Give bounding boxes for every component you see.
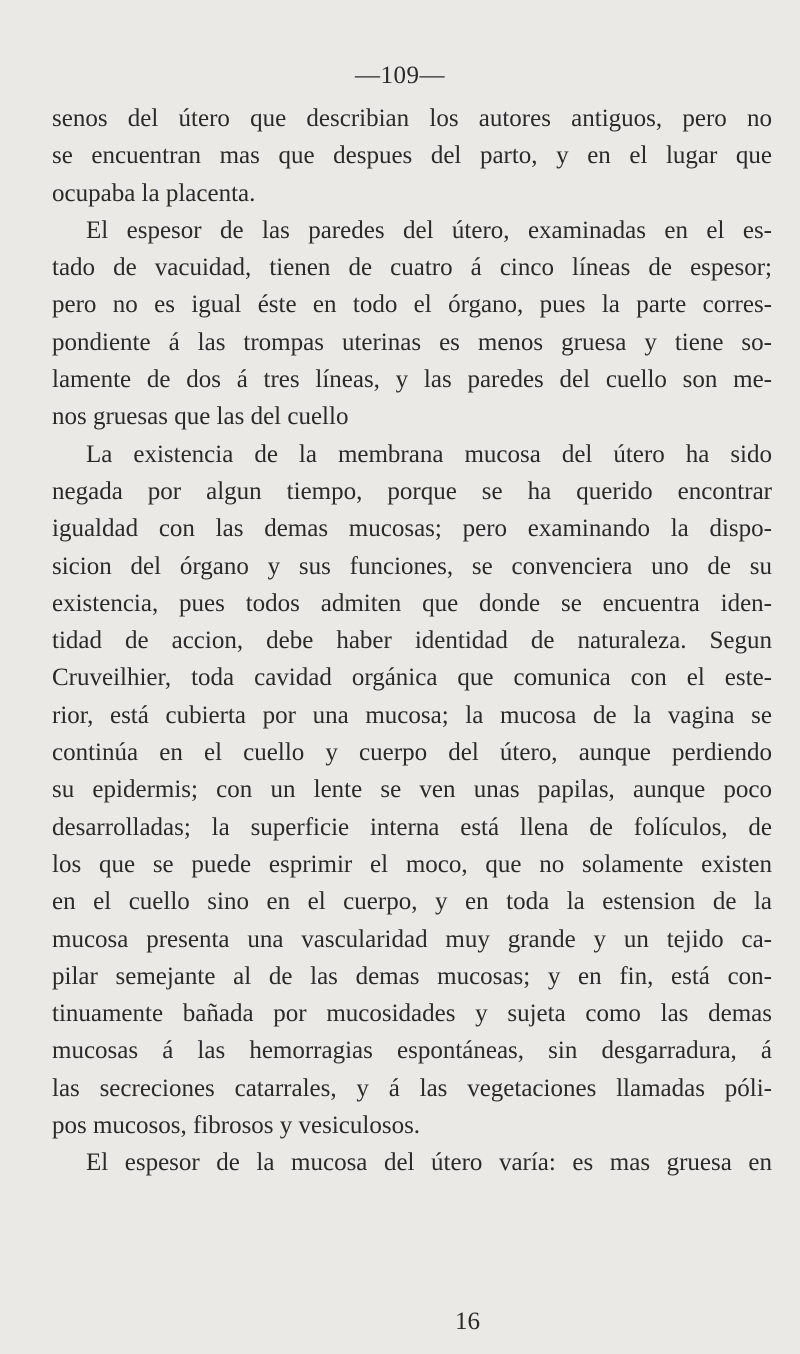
text-line: los que se puede esprimir el moco, que no solamente existen [52,850,772,878]
text-line: negada por algun tiempo, porque se ha querido encontrar [52,477,772,505]
text-line: se encuentran mas que despues del parto, y en el lugar que [52,142,772,170]
text-line: tinuamente bañada por mucosidades y sujeta como las demas [52,1000,772,1028]
text-line: pilar semejante al de las demas mucosas; y en fin, está con- [52,962,772,990]
text-line: nos gruesas que las del cuello [52,403,349,431]
text-line: continúa en el cuello y cuerpo del útero, aunque perdiendo [52,739,772,767]
text-line: las secreciones catarrales, y á las vegetaciones llamadas póli- [52,1074,772,1102]
text-line: senos del útero que describian los autores antiguos, pero no [52,105,772,132]
text-line: desarrolladas; la superficie interna está llena de folículos, de [52,813,772,841]
text-line: El espesor de las paredes del útero, examinadas en el es- [86,216,772,244]
text-line: mucosas á las hemorragias espontáneas, sin desgarradura, á [52,1037,772,1065]
text-line: pero no es igual éste en todo el órgano, pues la parte corres- [52,291,772,319]
text-line: tidad de accion, debe haber identidad de naturaleza. Segun [52,627,772,655]
text-line: rior, está cubierta por una mucosa; la mucosa de la vagina se [52,701,772,729]
text-line: pondiente á las trompas uterinas es menos gruesa y tiene so- [52,328,772,356]
signature-mark: 16 [455,1308,480,1335]
text-line: El espesor de la mucosa del útero varía: es mas gruesa en [86,1149,772,1177]
text-line: mucosa presenta una vascularidad muy grande y un tejido ca- [52,925,772,953]
text-line: en el cuello sino en el cuerpo, y en toda la estension de la [52,888,772,916]
text-line: existencia, pues todos admiten que donde se encuentra iden- [52,589,772,617]
text-line: ocupaba la placenta. [52,179,256,207]
body-text [52,100,772,1182]
page-number-header: —109— [355,62,445,89]
text-line: igualdad con las demas mucosas; pero examinando la dispo- [52,515,772,543]
text-line: Cruveilhier, toda cavidad orgánica que comunica con el este- [52,664,772,692]
text-line: su epidermis; con un lente se ven unas papilas, aunque poco [52,776,772,804]
text-line: sicion del órgano y sus funciones, se convenciera uno de su [52,552,772,580]
text-line: lamente de dos á tres líneas, y las paredes del cuello son me- [52,366,772,394]
text-line: pos mucosos, fibrosos y vesiculosos. [52,1112,421,1140]
text-line: tado de vacuidad, tienen de cuatro á cinco líneas de espesor; [52,254,772,282]
text-line: La existencia de la membrana mucosa del útero ha sido [86,440,772,468]
